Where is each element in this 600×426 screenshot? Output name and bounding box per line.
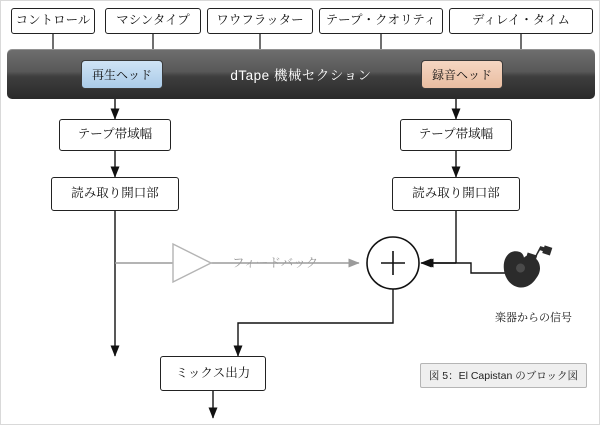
left-tape-bandwidth-label: テープ帯域幅: [77, 127, 153, 142]
control-box-tape-quality[interactable]: [319, 8, 443, 34]
playback-head[interactable]: [81, 60, 163, 89]
right-tape-bandwidth-label: テープ帯域幅: [418, 127, 494, 142]
control-box-wow-flutter[interactable]: [207, 8, 313, 34]
control-box-wow-flutter-label: ワウフラッター: [216, 13, 304, 28]
record-head-label: 録音ヘッド: [431, 68, 492, 82]
playback-head-label: 再生ヘッド: [91, 68, 152, 82]
left-read-aperture-box: [51, 177, 179, 211]
feedback-label: フィードバック: [232, 256, 319, 270]
control-box-controls-label: コントロール: [15, 13, 91, 28]
control-box-delay-time-label: ディレイ・タイム: [471, 13, 571, 28]
control-box-tape-quality-label: テープ・クオリティ: [325, 13, 437, 28]
right-tape-bandwidth-box: [400, 119, 512, 151]
control-box-delay-time[interactable]: [449, 8, 593, 34]
right-read-aperture-label: 読み取り開口部: [412, 186, 500, 201]
mix-output-box: [160, 356, 266, 391]
control-box-controls[interactable]: [11, 8, 95, 34]
tape-section-label: dTape 機械セクション: [230, 68, 372, 83]
left-tape-bandwidth-box: [59, 119, 171, 151]
record-head[interactable]: [421, 60, 503, 89]
mix-output-label: ミックス出力: [175, 365, 251, 380]
control-box-machine-type-label: マシンタイプ: [116, 13, 190, 28]
guitar-icon: [498, 235, 552, 293]
right-read-aperture-box: [392, 177, 520, 211]
instrument-signal-label: 楽器からの信号: [495, 312, 572, 324]
tape-mechanical-section: [7, 49, 595, 99]
figure-caption: 図 5：El Capistan のブロック図: [420, 363, 587, 388]
left-read-aperture-label: 読み取り開口部: [71, 186, 159, 201]
control-box-machine-type[interactable]: [105, 8, 201, 34]
